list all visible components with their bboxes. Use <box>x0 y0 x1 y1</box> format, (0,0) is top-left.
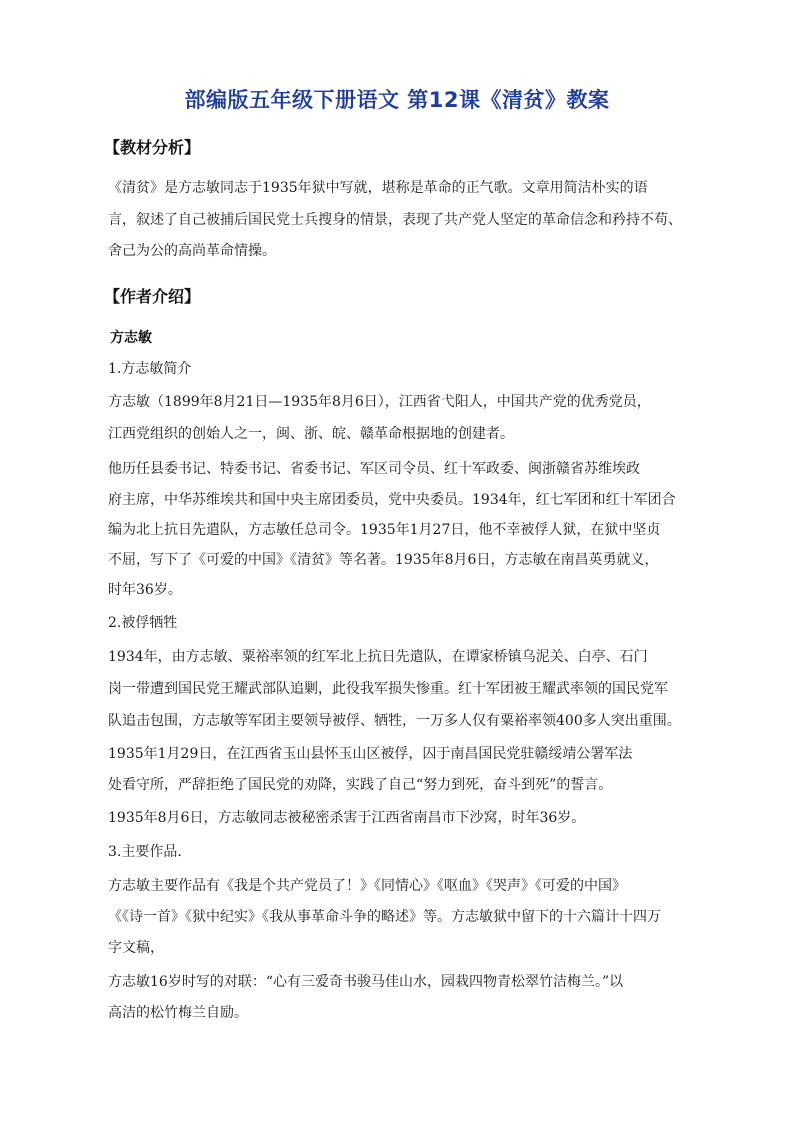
paragraph-line: 高洁的松竹梅兰自励。 <box>108 1005 248 1021</box>
analysis-line: 舍己为公的高尚革命情操。 <box>108 243 276 259</box>
section-heading-analysis: 【教材分析】 <box>104 138 201 157</box>
paragraph-line: 1935年8月6日，方志敏同志被秘密杀害于江西省南昌市下沙窝，时年36岁。 <box>108 810 586 826</box>
document-title: 部编版五年级下册语文 第12课《清贫》教案 <box>184 88 610 112</box>
paragraph-line: 不屈，写下了《可爱的中国》《清贫》等名著。1935年8月6日，方志敏在南昌英勇就义， <box>108 552 659 568</box>
paragraph-line: 方志敏（1899年8月21日—1935年8月6日），江西省弋阳人，中国共产党的优秀党员， <box>108 394 651 410</box>
analysis-line: 言，叙述了自己被捕后国民党士兵搜身的情景，表现了共产党人坚定的革命信念和矜持不苟、 <box>108 212 682 228</box>
section-heading-author: 【作者介绍】 <box>104 287 201 306</box>
paragraph-line: 他历任县委书记、特委书记、省委书记、军区司令员、红十军政委、闽浙赣省苏维埃政 <box>108 461 640 477</box>
paragraph-line: 方志敏主要作品有《我是个共产党员了！》《同情心》《呕血》《哭声》《可爱的中国》 <box>108 878 626 894</box>
author-name: 方志敏 <box>110 330 152 346</box>
paragraph-line: 江西党组织的创始人之一，闽、浙、皖、赣革命根据地的创建者。 <box>108 426 514 442</box>
paragraph-line: 岗一带遭到国民党王耀武部队追剿，此役我军损失惨重。红十军团被王耀武率领的国民党军 <box>108 681 668 697</box>
analysis-line: 《清贫》是方志敏同志于1935年狱中写就，堪称是革命的正气歌。文章用简洁朴实的语 <box>108 180 648 196</box>
paragraph-line: 方志敏16岁时写的对联：“心有三爱奇书骏马佳山水，园栽四物青松翠竹洁梅兰。”以 <box>108 974 624 990</box>
paragraph-line: 府主席，中华苏维埃共和国中央主席团委员，党中央委员。1934年，红七军团和红十军团合 <box>108 492 676 508</box>
subsection-title: 2.被俘牺牲 <box>108 615 178 631</box>
subsection-title: 3.主要作品. <box>108 844 182 860</box>
paragraph-line: 队追击包围，方志敏等军团主要领导被俘、牺牲，一万多人仅有粟裕率领400多人突出重围。 <box>108 713 681 729</box>
paragraph-line: 《《诗一首》《狱中纪实》《我从事革命斗争的略述》等。方志敏狱中留下的十六篇计十四万 <box>108 909 661 925</box>
paragraph-line: 编为北上抗日先遣队，方志敏任总司令。1935年1月27日，他不幸被俘人狱，在狱中坚贞 <box>108 522 661 538</box>
paragraph-line: 字文稿， <box>108 940 164 956</box>
subsection-title: 1.方志敏简介 <box>108 361 192 377</box>
paragraph-line: 时年36岁。 <box>108 582 182 598</box>
paragraph-line: 1935年1月29日，在江西省玉山县怀玉山区被俘，囚于南昌国民党驻赣绥靖公署军法 <box>108 746 633 762</box>
paragraph-line: 处看守所，严辞拒绝了国民党的劝降，实践了自己“努力到死，奋斗到死”的誓言。 <box>108 777 613 793</box>
paragraph-line: 1934年，由方志敏、粟裕率领的红军北上抗日先遣队，在谭家桥镇乌泥关、白亭、石门 <box>108 649 648 665</box>
